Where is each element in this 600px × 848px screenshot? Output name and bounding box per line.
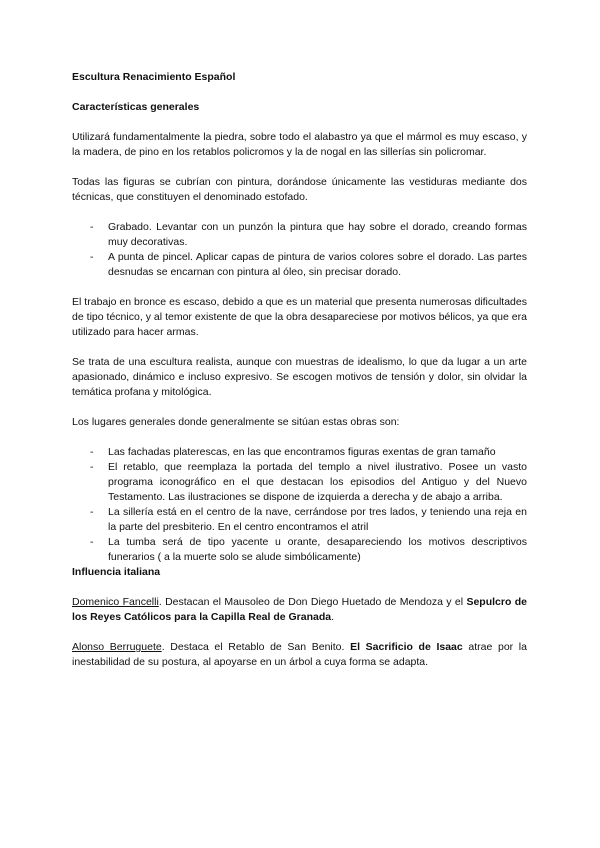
list-item: - La tumba será de tipo yacente u orante, desapareciendo los motivos descriptivos funerarios ( a la muerte solo se alude simbólicamente) <box>72 535 527 565</box>
fancelli-text: . Destacan el Mausoleo de Don Diego Huetado de Mendoza y el <box>158 596 467 608</box>
list-item: - Las fachadas platerescas, en las que encontramos figuras exentas de gran tamaño <box>72 445 527 460</box>
section-heading-general: Características generales <box>72 101 200 113</box>
list-item: - La sillería está en el centro de la nave, cerrándose por tres lados, y teniendo una reja en la parte del presbiterio. En el centro encontramos el atril <box>72 505 527 535</box>
paragraph-materials: Utilizará fundamentalmente la piedra, sobre todo el alabastro ya que el mármol es muy escaso, y la madera, de pino en los retablos policromos y la de nogal en las sillerías sin policromar. <box>72 131 527 158</box>
list-item: - A punta de pincel. Aplicar capas de pintura de varios colores sobre el dorado. Las partes desnudas se encarnan con pintura al óleo, sin precisar dorado. <box>72 250 527 280</box>
paragraph-fancelli <box>72 595 527 625</box>
list-item: - Grabado. Levantar con un punzón la pintura que hay sobre el dorado, creando formas muy decorativas. <box>72 220 527 250</box>
berruguete-end: atrae por la inestabilidad de su postura, al apoyarse en un árbol a cuya forma se adapta. <box>72 641 527 668</box>
paragraph-berruguete <box>72 640 527 670</box>
section-heading-italian: Influencia italiana <box>72 566 161 578</box>
document-page <box>72 70 527 685</box>
paragraph-places-intro: Los lugares generales donde generalmente se sitúan estas obras son: <box>72 416 400 428</box>
artist-name-fancelli: Domenico Fancelli <box>72 596 159 608</box>
paragraph-realism: Se trata de una escultura realista, aunque con muestras de idealismo, lo que da lugar a un arte apasionado, dinámico e incluso expresivo. Se escogen motivos de tensión y dolor, sin olvidar la temática profana y mitológica. <box>72 356 527 398</box>
fancelli-end: . <box>331 611 335 623</box>
artist-name-berruguete: Alonso Berruguete <box>72 641 162 653</box>
berruguete-work: El Sacrificio de Isaac <box>350 641 463 653</box>
fancelli-work: Sepulcro de los Reyes Católicos para la Capilla Real de Granada <box>72 596 527 623</box>
list-item: - El retablo, que reemplaza la portada del templo a nivel ilustrativo. Posee un vasto programa iconográfico en el que destacan los episodios del Antiguo y del Nuevo Testamento. Las ilustraciones se dispone de izquierda a derecha y de abajo a arriba. <box>72 460 527 505</box>
berruguete-text: . Destaca el Retablo de San Benito. <box>161 641 351 653</box>
paragraph-bronze: El trabajo en bronce es escaso, debido a que es un material que presenta numerosas dificultades de tipo técnico, y al temor existente de que la obra desapareciese por motivos bélicos, ya que era utilizado para hacer armas. <box>72 296 527 338</box>
places-list <box>72 445 527 565</box>
paragraph-estofado: Todas las figuras se cubrían con pintura, dorándose únicamente las vestiduras mediante dos técnicas, que constituyen el denominado estofado. <box>72 176 527 203</box>
document-title: Escultura Renacimiento Español <box>72 71 236 83</box>
techniques-list <box>72 220 527 280</box>
